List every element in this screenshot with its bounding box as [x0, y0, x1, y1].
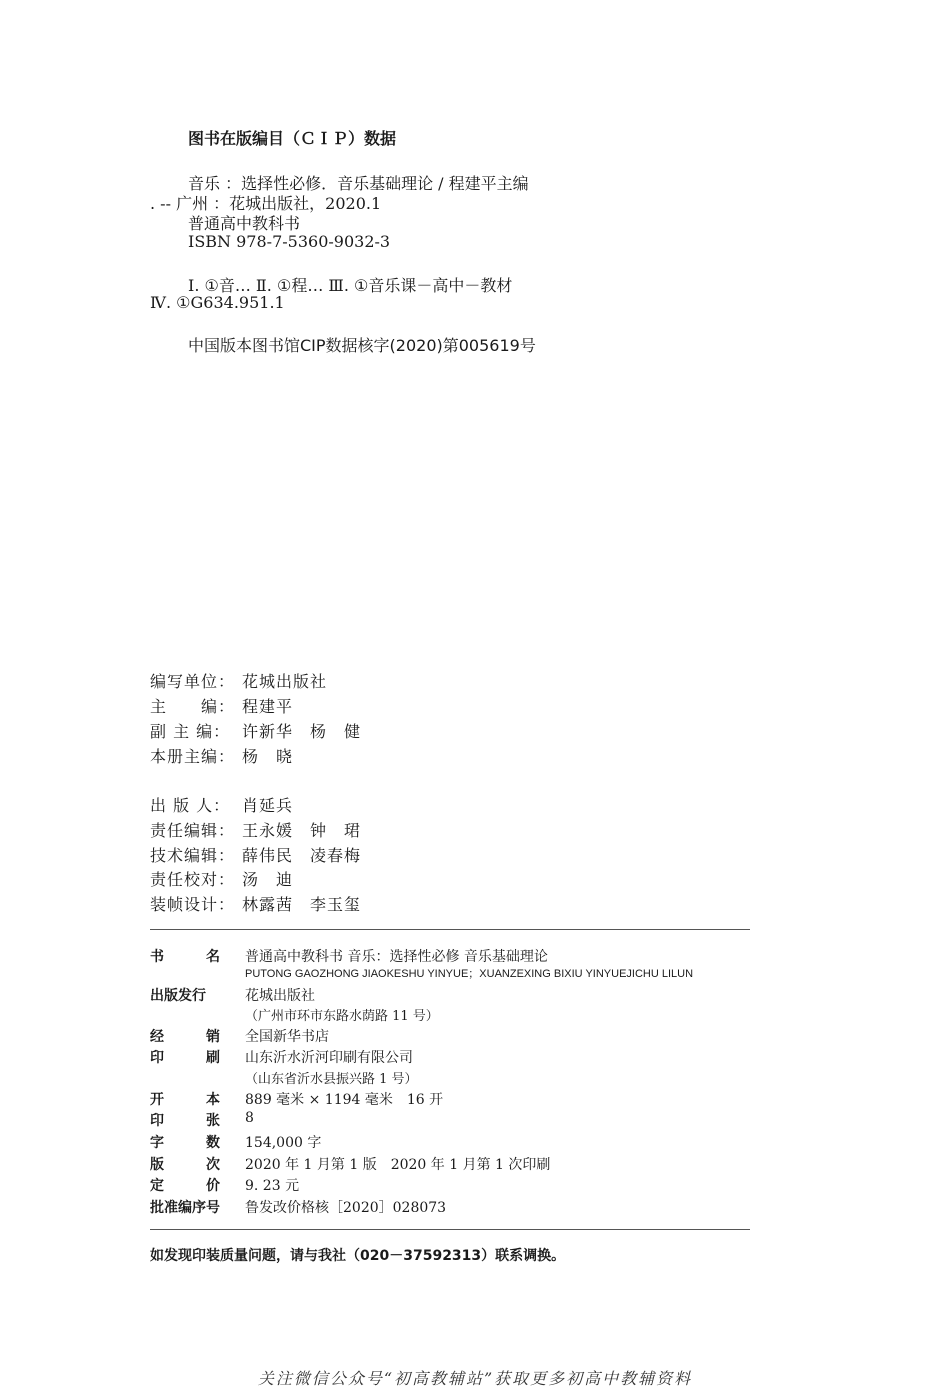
cip-heading: 图书在版编目（ＣＩＰ）数据 [188, 129, 397, 148]
credit-row [150, 892, 361, 915]
footer-watermark: 关注微信公众号“初高教辅站”获取更多初高中教辅资料 [257, 1369, 693, 1388]
publisher-address: （广州市环市东路水荫路 11 号） [245, 1009, 439, 1024]
info-key: 经 销 [150, 1029, 220, 1045]
info-key: 出版发行 [150, 988, 206, 1004]
cip-line-classification: Ⅳ. ①G634.951.1 [150, 293, 285, 312]
divider [150, 1229, 750, 1230]
credit-row [150, 694, 293, 717]
cip-line-publisher: . -- 广州 ：花城出版社，2020.1 [150, 194, 382, 213]
cip-line-subjects: Ⅰ. ①音… Ⅱ. ①程… Ⅲ. ①音乐课－高中－教材 [188, 276, 513, 295]
credit-row [150, 744, 293, 767]
credit-value: 薛伟民 凌春梅 [242, 846, 362, 865]
info-key: 书 名 [150, 949, 220, 965]
credit-label: 主 编： [150, 697, 236, 716]
info-key: 批准编序号 [150, 1200, 220, 1216]
credit-label: 责任校对： [150, 870, 236, 889]
info-key: 版 次 [150, 1157, 220, 1173]
info-value: 普通高中教科书 音乐：选择性必修 音乐基础理论 [245, 949, 548, 965]
divider [150, 929, 750, 930]
credit-value: 程建平 [242, 697, 294, 716]
info-key: 印 张 [150, 1113, 220, 1129]
credit-row [150, 867, 293, 890]
info-value: 鲁发改价格核［2020］028073 [245, 1200, 447, 1216]
credit-value: 杨 晓 [242, 747, 294, 766]
credit-value: 许新华 杨 健 [242, 722, 362, 741]
credit-label: 装帧设计： [150, 895, 236, 914]
credit-label: 出 版 人： [150, 796, 231, 815]
info-key: 字 数 [150, 1135, 220, 1151]
cip-line-series: 普通高中教科书 [188, 214, 301, 233]
info-value: 9. 23 元 [245, 1178, 300, 1194]
credit-label: 编写单位： [150, 672, 236, 691]
credit-row [150, 719, 361, 742]
credit-row [150, 818, 361, 841]
credit-value: 林露茜 李玉玺 [242, 895, 362, 914]
info-value: 2020 年 1 月第 1 版 2020 年 1 月第 1 次印刷 [245, 1157, 551, 1173]
info-key: 定 价 [150, 1178, 220, 1194]
credit-label: 本册主编： [150, 747, 236, 766]
cip-line-registration: 中国版本图书馆CIP数据核字(2020)第005619号 [188, 336, 536, 355]
credit-row [150, 793, 293, 816]
cip-line-title: 音乐 ：选择性必修．音乐基础理论 / 程建平主编 [188, 174, 529, 193]
printer-address: （山东省沂水县振兴路 1 号） [245, 1072, 418, 1087]
credit-label: 技术编辑： [150, 846, 236, 865]
credit-value: 肖延兵 [242, 796, 294, 815]
credit-row [150, 669, 327, 692]
info-value: 154,000 字 [245, 1135, 322, 1151]
credit-value: 汤 迪 [242, 870, 294, 889]
credit-value: 王永媛 钟 珺 [242, 821, 362, 840]
cip-line-isbn: ISBN 978-7-5360-9032-3 [188, 232, 391, 251]
credit-label: 责任编辑： [150, 821, 236, 840]
quality-notice: 如发现印装质量问题，请与我社（020－37592313）联系调换。 [150, 1248, 566, 1264]
info-value: 山东沂水沂河印刷有限公司 [245, 1050, 413, 1066]
info-value: 889 毫米 × 1194 毫米 16 开 [245, 1092, 444, 1108]
credit-label: 副 主 编： [150, 722, 231, 741]
info-value: 全国新华书店 [245, 1029, 329, 1045]
info-value: 花城出版社 [245, 988, 315, 1004]
info-value: 8 [245, 1110, 254, 1126]
credit-row [150, 843, 361, 866]
book-name-pinyin: PUTONG GAOZHONG JIAOKESHU YINYUE；XUANZEXING BIXIU YINYUEJICHU LILUN [245, 968, 694, 980]
info-key: 印 刷 [150, 1050, 220, 1066]
info-key: 开 本 [150, 1092, 220, 1108]
credit-value: 花城出版社 [242, 672, 328, 691]
